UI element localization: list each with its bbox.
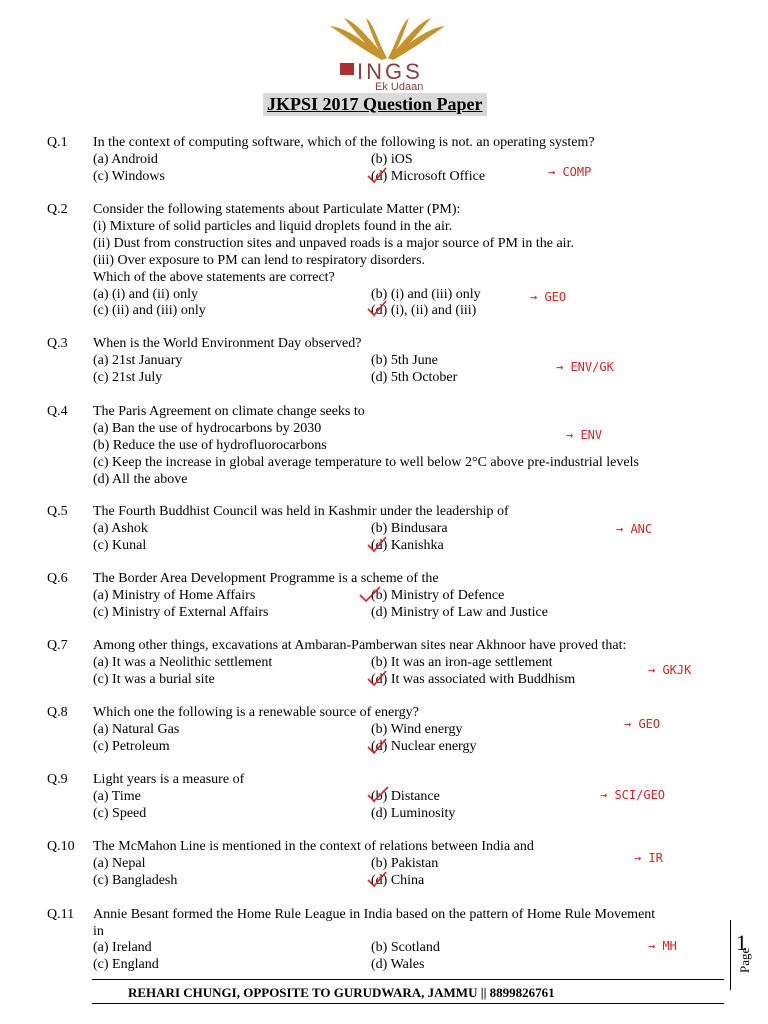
option-d: (d) All the above bbox=[93, 472, 188, 487]
option-a: (a) Ireland bbox=[93, 940, 152, 955]
option-d: (d) Microsoft Office bbox=[371, 169, 486, 184]
option-c: (c) It was a burial site bbox=[93, 672, 215, 687]
answer-tick-icon bbox=[366, 870, 388, 888]
question-text: Consider the following statements about Particulate Matter (PM): bbox=[93, 202, 461, 217]
question-text: Light years is a measure of bbox=[93, 772, 245, 787]
option-a: (a) (i) and (ii) only bbox=[93, 287, 198, 302]
footer-divider bbox=[92, 1003, 724, 1004]
option-d: (d) Wales bbox=[371, 957, 425, 972]
subject-annotation: → ENV/GK bbox=[556, 360, 614, 374]
option-d: (d) Nuclear energy bbox=[371, 739, 477, 754]
option-d: (d) Luminosity bbox=[371, 806, 456, 821]
option-c: (c) Ministry of External Affairs bbox=[93, 605, 269, 620]
option-d: (d) It was associated with Buddhism bbox=[371, 672, 576, 687]
subject-annotation: → ANC bbox=[616, 522, 653, 536]
question-text: Among other things, excavations at Ambaran-Pamberwan sites near Akhnoor have proved that: bbox=[93, 638, 627, 653]
option-c: (c) 21st July bbox=[93, 370, 163, 385]
option-a: (a) It was a Neolithic settlement bbox=[93, 655, 273, 670]
option-d: (d) Kanishka bbox=[371, 538, 444, 553]
option-d: (d) China bbox=[371, 873, 425, 888]
logo-tagline: Ek Udaan bbox=[375, 81, 424, 93]
option-b: (b) iOS bbox=[371, 152, 413, 167]
option-b: (b) Pakistan bbox=[371, 856, 439, 871]
option-c: (c) (ii) and (iii) only bbox=[93, 303, 206, 318]
subject-annotation: → COMP bbox=[548, 165, 592, 179]
page-number-rule bbox=[730, 920, 731, 990]
option-b: (b) Wind energy bbox=[371, 722, 463, 737]
answer-tick-icon bbox=[366, 299, 388, 317]
answer-tick-icon bbox=[366, 166, 388, 184]
subject-annotation: → GEO bbox=[624, 717, 661, 731]
subject-annotation: → IR bbox=[634, 851, 663, 865]
subject-annotation: → GKJK bbox=[648, 663, 692, 677]
question-number: Q.5 bbox=[47, 504, 68, 519]
page-number: 1 bbox=[736, 930, 747, 955]
option-a: (a) Natural Gas bbox=[93, 722, 180, 737]
subject-annotation: → MH bbox=[648, 939, 677, 953]
option-c: (c) Kunal bbox=[93, 538, 147, 553]
option-b: (b) Bindusara bbox=[371, 521, 448, 536]
option-d: (d) (i), (ii) and (iii) bbox=[371, 303, 477, 318]
option-b: (b) Distance bbox=[371, 789, 440, 804]
question-text: Annie Besant formed the Home Rule League in India based on the pattern of Home Rule Movement bbox=[93, 907, 656, 922]
option-c: (c) England bbox=[93, 957, 159, 972]
answer-tick-icon bbox=[358, 585, 382, 603]
option-a: (a) 21st January bbox=[93, 353, 183, 368]
subject-annotation: → SCI/GEO bbox=[600, 788, 666, 802]
question-number: Q.10 bbox=[47, 839, 75, 854]
statement-line: (ii) Dust from construction sites and unpaved roads is a major source of PM in the air. bbox=[93, 236, 574, 251]
question-number: Q.8 bbox=[47, 705, 68, 720]
question-number: Q.1 bbox=[47, 135, 68, 150]
answer-tick-icon bbox=[366, 535, 388, 553]
answer-tick-icon bbox=[366, 785, 390, 803]
option-a: (a) Nepal bbox=[93, 856, 146, 871]
question-text: In the context of computing software, which of the following is not. an operating system? bbox=[93, 135, 595, 150]
option-c: (c) Bangladesh bbox=[93, 873, 178, 888]
answer-tick-icon bbox=[366, 669, 388, 687]
subject-annotation: → GEO bbox=[530, 290, 567, 304]
option-b: (b) It was an iron-age settlement bbox=[371, 655, 553, 670]
option-d: (d) Ministry of Law and Justice bbox=[371, 605, 548, 620]
question-text: The Paris Agreement on climate change seeks to bbox=[93, 404, 365, 419]
question-number: Q.7 bbox=[47, 638, 68, 653]
option-b: (b) (i) and (iii) only bbox=[371, 287, 481, 302]
question-number: Q.2 bbox=[47, 202, 68, 217]
question-number: Q.11 bbox=[47, 907, 75, 922]
answer-tick-icon bbox=[366, 737, 388, 755]
footer-address: REHARI CHUNGI, OPPOSITE TO GURUDWARA, JAMMU || 8899826761 bbox=[128, 985, 555, 1000]
option-a: (a) Ministry of Home Affairs bbox=[93, 588, 256, 603]
option-a: (a) Time bbox=[93, 789, 141, 804]
question-text: The Fourth Buddhist Council was held in Kashmir under the leadership of bbox=[93, 504, 509, 519]
question-number: Q.9 bbox=[47, 772, 68, 787]
option-c: (c) Keep the increase in global average temperature to well below 2°C above pre-industrial levels bbox=[93, 455, 639, 470]
statement-line: (i) Mixture of solid particles and liquid droplets found in the air. bbox=[93, 219, 453, 234]
option-d: (d) 5th October bbox=[371, 370, 458, 385]
question-text: The McMahon Line is mentioned in the context of relations between India and bbox=[93, 839, 534, 854]
question-number: Q.3 bbox=[47, 336, 68, 351]
option-a: (a) Ashok bbox=[93, 521, 148, 536]
subject-annotation: → ENV bbox=[566, 428, 603, 442]
page-label: Page bbox=[737, 947, 752, 973]
option-c: (c) Speed bbox=[93, 806, 147, 821]
statement-line: Which of the above statements are correct? bbox=[93, 270, 335, 285]
question-text: Which one the following is a renewable source of energy? bbox=[93, 705, 419, 720]
question-number: Q.6 bbox=[47, 571, 68, 586]
question-text: When is the World Environment Day observed? bbox=[93, 336, 362, 351]
logo-wordmark: INGS bbox=[357, 59, 423, 84]
statement-line: (iii) Over exposure to PM can lend to respiratory disorders. bbox=[93, 253, 426, 268]
page-title: JKPSI 2017 Question Paper bbox=[263, 93, 487, 116]
question-number: Q.4 bbox=[47, 404, 68, 419]
option-a: (a) Android bbox=[93, 152, 158, 167]
option-c: (c) Windows bbox=[93, 169, 165, 184]
question-text-continued: in bbox=[93, 924, 104, 939]
question-text: The Border Area Development Programme is a scheme of the bbox=[93, 571, 439, 586]
option-b: (b) Reduce the use of hydrofluorocarbons bbox=[93, 438, 327, 453]
option-a: (a) Ban the use of hydrocarbons by 2030 bbox=[93, 421, 322, 436]
option-c: (c) Petroleum bbox=[93, 739, 170, 754]
option-b: (b) Ministry of Defence bbox=[371, 588, 505, 603]
option-b: (b) Scotland bbox=[371, 940, 440, 955]
option-b: (b) 5th June bbox=[371, 353, 438, 368]
footer-divider bbox=[92, 979, 724, 980]
